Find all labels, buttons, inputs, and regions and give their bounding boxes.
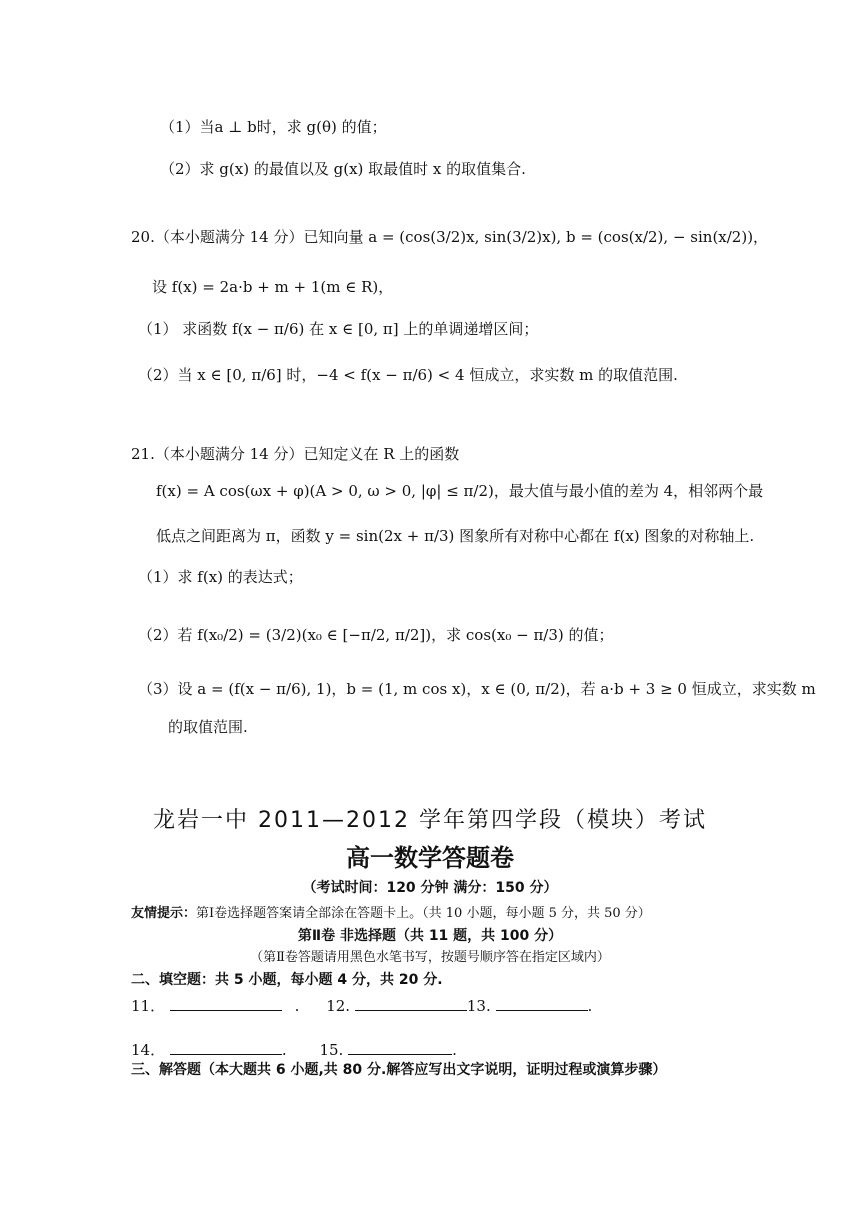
part2-title-text: 第Ⅱ卷 非选择题（共 11 题，共 100 分） [297,928,563,944]
blank-15-label: 15. [319,1041,344,1059]
answer-sheet-title [0,844,860,873]
q21-part3b-text: 的取值范围. [168,718,248,736]
q20-setup [152,278,393,296]
q20-part1-text: （1） 求函数 f(x − π/6) 在 x ∈ [0, π] 上的单调递增区间； [138,320,539,338]
q21-part2 [138,626,614,644]
q20-header-text: 20.（本小题满分 14 分）已知向量 a = (cos(3/2)x, sin(3/2)x), b = (cos(x/2), − sin(x/2))， [131,228,769,246]
q21-line3 [156,527,754,545]
q21-header [131,445,459,463]
blank-11-field[interactable] [170,996,282,1011]
friendly-tip-text: 第Ⅰ卷选择题答案请全部涂在答题卡上。（共 10 小题，每小题 5 分，共 50 分） [196,906,651,921]
blank-row-2: 14． . 15. . [131,1041,457,1059]
section3-heading-text: 三、解答题（本大题共 6 小题,共 80 分.解答应写出文字说明，证明过程或演算步骤） [131,1062,667,1078]
q21-part1 [138,568,303,586]
part2-note [0,950,860,966]
q19-part1 [160,118,387,136]
q20-part2 [138,366,678,384]
q20-part1 [138,320,538,338]
section2-heading [131,972,443,989]
section3-heading [131,1062,666,1079]
friendly-tip-label: 友情提示： [131,906,197,921]
q20-header [131,228,768,246]
blank-12-field[interactable] [355,996,467,1011]
q21-header-text: 21.（本小题满分 14 分）已知定义在 R 上的函数 [131,445,460,463]
q19-part2 [160,160,526,178]
q21-line3-text: 低点之间距离为 π，函数 y = sin(2x + π/3) 图象所有对称中心都在 f(x) 图象的对称轴上. [156,527,755,545]
blank-14-label: 14． [131,1041,166,1059]
q21-part3 [138,680,816,698]
part2-title [0,928,860,945]
answer-sheet-title-text: 高一数学答题卷 [346,844,514,872]
q21-part3-text: （3）设 a = (f(x − π/6), 1)，b = (1, m cos x)，x ∈ (0, π/2)，若 a·b + 3 ≥ 0 恒成立，求实数 m [138,680,816,698]
exam-time-info-text: （考试时间：120 分钟 满分：150 分） [302,880,558,896]
q21-part3-continued [168,718,248,736]
q21-line2 [156,482,763,500]
school-exam-title-text: 龙岩一中 2011—2012 学年第四学段（模块）考试 [153,808,707,833]
blank-13-label: 13. [466,997,491,1015]
q21-part2-text: （2）若 f(x₀/2) = (3/2)(x₀ ∈ [−π/2, π/2])，求 cos(x₀ − π/3) 的值； [138,626,614,644]
q21-line2-text: f(x) = A cos(ωx + φ)(A > 0, ω > 0, |φ| ≤ π/2)，最大值与最小值的差为 4，相邻两个最 [156,482,764,500]
q21-part1-text: （1）求 f(x) 的表达式； [138,568,303,586]
q20-part2-text: （2）当 x ∈ [0, π/6] 时，−4 < f(x − π/6) < 4 恒成立，求实数 m 的取值范围. [138,366,678,384]
exam-time-info [0,880,860,897]
blank-15-field[interactable] [348,1040,452,1055]
q19-part1-text: （1）当a ⊥ b时，求 g(θ) 的值； [160,118,387,136]
section2-heading-text: 二、填空题：共 5 小题，每小题 4 分，共 20 分. [131,972,443,988]
friendly-tip [131,906,651,922]
q20-setup-text: 设 f(x) = 2a·b + m + 1(m ∈ R)， [152,278,394,296]
part2-note-text: （第Ⅱ卷答题请用黑色水笔书写，按题号顺序答在指定区域内） [250,950,610,965]
q19-part2-text: （2）求 g(x) 的最值以及 g(x) 取最值时 x 的取值集合. [160,160,526,178]
school-exam-title [0,808,860,834]
blank-11-label: 11． [131,997,166,1015]
blank-14-field[interactable] [170,1040,282,1055]
blank-12-label: 12. [326,997,351,1015]
blank-row-1: 11． . 12. 13. . [131,997,593,1015]
blank-13-field[interactable] [496,996,588,1011]
